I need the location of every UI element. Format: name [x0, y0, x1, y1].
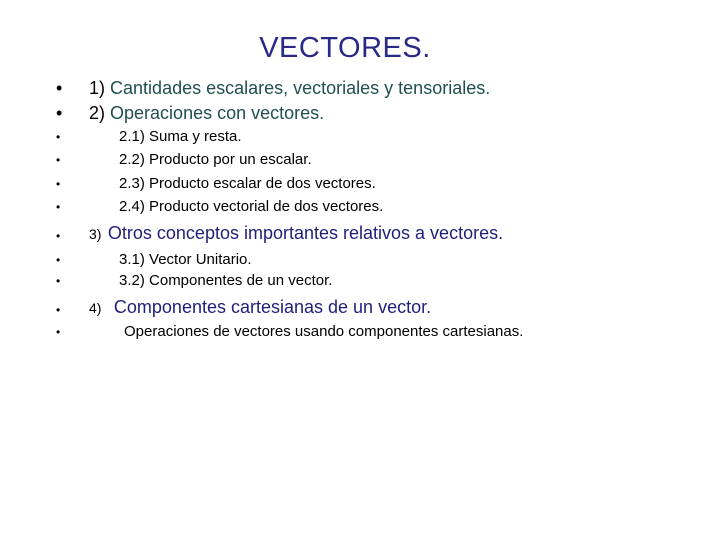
item-number: 3): [89, 226, 102, 242]
bullet: •: [56, 177, 61, 191]
bullet: •: [56, 130, 61, 144]
list-subitem-2-2: [56, 151, 312, 168]
list-item-4: [56, 297, 431, 318]
list-subitem-3-2: [56, 272, 332, 289]
item-text: 2.2) Producto por un escalar.: [119, 151, 312, 168]
bullet: •: [56, 253, 61, 267]
bullet: •: [56, 325, 61, 339]
bullet: •: [56, 229, 61, 243]
item-text: 3.1) Vector Unitario.: [119, 251, 252, 268]
item-text: Otros conceptos importantes relativos a vectores.: [107, 223, 504, 243]
item-number: 1): [89, 78, 106, 98]
list-subitem-2-3: [56, 175, 376, 192]
list-subitem-3-1: [56, 251, 252, 268]
bullet: •: [56, 78, 63, 98]
list-item-1: [56, 78, 490, 99]
slide-title: VECTORES.: [259, 32, 431, 64]
item-number: 4): [89, 300, 102, 316]
item-text: Componentes cartesianas de un vector.: [113, 297, 432, 317]
bullet: •: [56, 153, 61, 167]
list-item-3: [56, 223, 503, 244]
bullet: •: [56, 274, 61, 288]
item-text: 3.2) Componentes de un vector.: [119, 272, 333, 289]
list-subitem-2-1: [56, 128, 242, 145]
item-number: 2): [89, 103, 106, 123]
item-text: Operaciones con vectores.: [110, 103, 325, 123]
item-text: 2.4) Producto vectorial de dos vectores.: [119, 198, 384, 215]
list-subitem-4-1: [56, 323, 523, 340]
bullet: •: [56, 200, 61, 214]
item-text: Operaciones de vectores usando componentes cartesianas.: [124, 323, 524, 340]
list-subitem-2-4: [56, 198, 383, 215]
item-text: 2.1) Suma y resta.: [119, 128, 242, 145]
item-text: 2.3) Producto escalar de dos vectores.: [119, 175, 376, 192]
list-item-2: [56, 103, 324, 124]
item-text: Cantidades escalares, vectoriales y tensoriales.: [110, 78, 491, 98]
bullet: •: [56, 103, 63, 123]
bullet: •: [56, 303, 61, 317]
